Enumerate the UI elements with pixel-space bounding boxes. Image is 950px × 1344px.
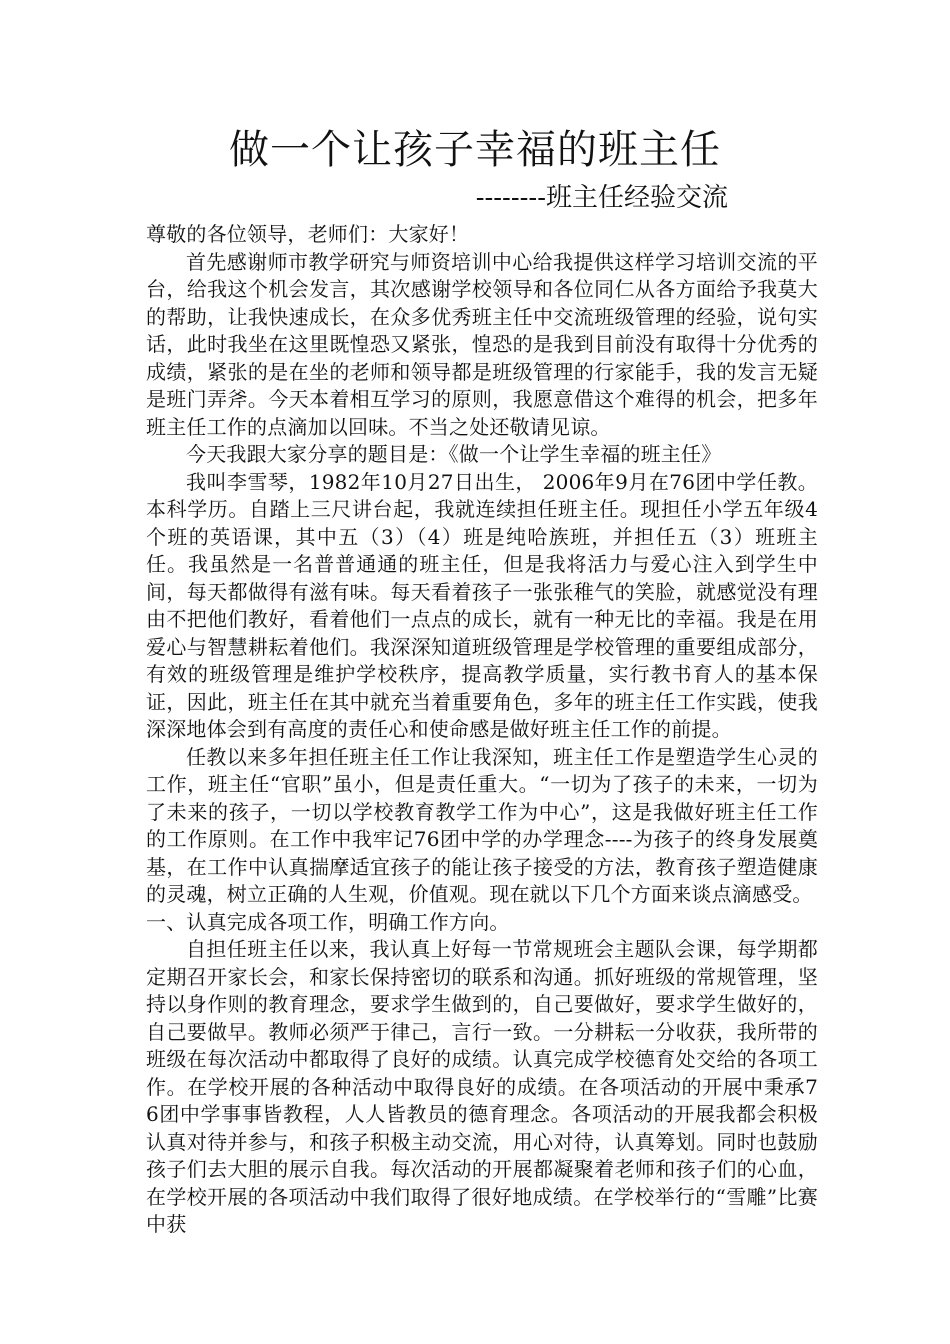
document-subtitle: --------班主任经验交流 [475,183,728,213]
paragraph-greeting: 尊敬的各位领导，老师们：大家好！ [146,222,470,246]
paragraph-section-1: 自担任班主任以来，我认真上好每一节常规班会主题队会课，每学期都定期召开家长会，和家长保持密切的联系和沟通。抓好班级的常规管理，坚持以身作则的教育理念，要求学生做到的，自己要做好，要求学生做好的，自己要做早。教师必须严于律己，言行一致。一分耕耘一分收获，我所带的班级在每次活动中都取得了良好的成绩。认真完成学校德育处交给的各项工作。在学校开展的各种活动中取得良好的成绩。在各项活动的开展中秉承76团中学事事皆教程，人人皆教员的德育理念。各项活动的开展我都会积极认真对待并参与，和孩子积极主动交流，用心对待，认真筹划。同时也鼓励孩子们去大胆的展示自我。每次活动的开展都凝聚着老师和孩子们的心血，在学校开展的各项活动中我们取得了很好地成绩。在学校举行的“雪雕”比赛中获 [146,937,818,1236]
section-heading-1: 一、认真完成各项工作，明确工作方向。 [146,909,510,934]
document-title: 做一个让孩子幸福的班主任 [229,127,721,173]
paragraph-thanks: 首先感谢师市教学研究与师资培训中心给我提供这样学习培训交流的平台，给我这个机会发言，其次感谢学校领导和各位同仁从各方面给予我莫大的帮助，让我快速成长，在众多优秀班主任中交流班级管理的经验，说句实话，此时我坐在这里既惶恐又紧张，惶恐的是我到目前没有取得十分优秀的成绩，紧张的是在坐的老师和领导都是班级管理的行家能手，我的发言无疑是班门弄斧。今天本着相互学习的原则，我愿意借这个难得的机会，把多年班主任工作的点滴加以回味。不当之处还敬请见谅。 [146,249,818,439]
paragraph-principles: 任教以来多年担任班主任工作让我深知，班主任工作是塑造学生心灵的工作，班主任“官职”虽小，但是责任重大。“一切为了孩子的未来，一切为了未来的孩子，一切以学校教育教学工作为中心”，这是我做好班主任工作的工作原则。在工作中我牢记76团中学的办学理念----为孩子的终身发展奠基，在工作中认真揣摩适宜孩子的能让孩子接受的方法，教育孩子塑造健康的灵魂，树立正确的人生观，价值观。现在就以下几个方面来谈点滴感受。 [146,744,818,906]
paragraph-introduction: 我叫李雪琴，1982年10月27日出生， 2006年9月在76团中学任教。本科学历。自踏上三尺讲台起，我就连续担任班主任。现担任小学五年级4个班的英语课，其中五（3）（4）班是纯哈族班，并担任五（3）班班主任。我虽然是一名普普通通的班主任，但是我将活力与爱心注入到学生中间，每天都做得有滋有味。每天看着孩子一张张稚气的笑脸，就感觉没有理由不把他们教好，看着他们一点点的成长，就有一种无比的幸福。我是在用爱心与智慧耕耘着他们。我深深知道班级管理是学校管理的重要组成部分，有效的班级管理是维护学校秩序，提高教学质量，实行教书育人的基本保证，因此，班主任在其中就充当着重要角色，多年的班主任工作实践，使我深深地体会到有高度的责任心和使命感是做好班主任工作的前提。 [146,469,818,741]
document-body [146,221,818,1239]
paragraph-topic: 今天我跟大家分享的题目是：《做一个让学生幸福的班主任》 [186,442,722,466]
